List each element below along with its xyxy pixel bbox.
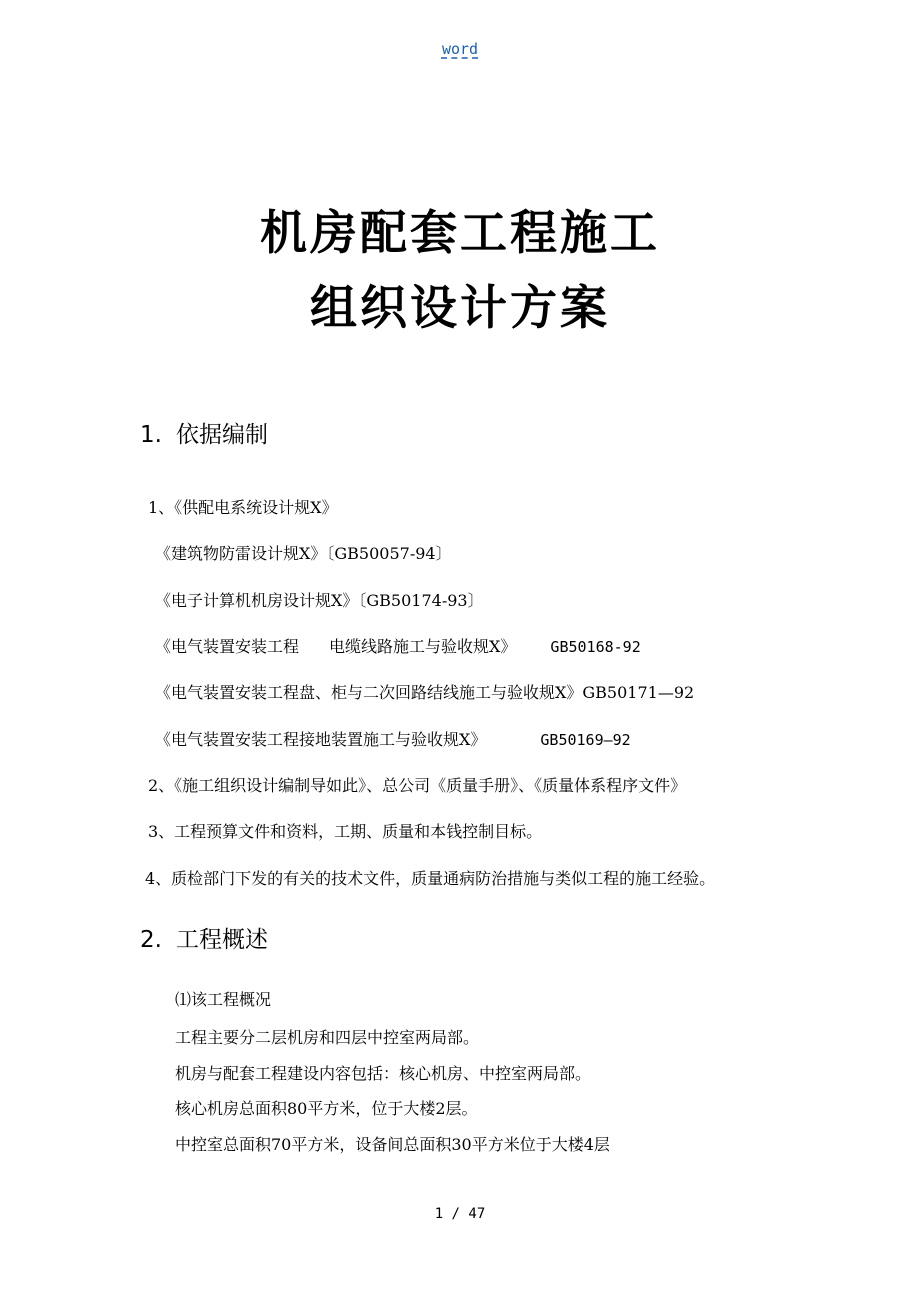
basis-item-3: 3、工程预算文件和资料，工期、质量和本钱控制目标。 <box>148 822 543 841</box>
page-number-indicator: 1 / 47 <box>434 1206 486 1222</box>
basis-item-4: 4、质检部门下发的有关的技术文件，质量通病防治措施与类似工程的施工经验。 <box>145 869 716 888</box>
basis-item-lightning-standard: 《建筑物防雷设计规X》〔GB50057-94〕 <box>155 544 452 563</box>
section-heading-basis <box>140 424 268 447</box>
standard-title: 《电气装置安装工程 <box>155 637 300 656</box>
document-title-line-1: 机房配套工程施工 <box>260 206 660 261</box>
standard-code: GB50168-92 <box>550 638 641 656</box>
basis-item-2: 2、《施工组织设计编制导如此》、总公司《质量手册》、《质量体系程序文件》 <box>148 776 687 795</box>
section-title: 依据编制 <box>175 422 268 448</box>
basis-item-1: 1、《供配电系统设计规X》 <box>148 498 338 517</box>
header-word-link[interactable]: word <box>441 40 479 58</box>
basis-item-cable-standard <box>155 639 641 655</box>
section-title: 工程概述 <box>175 927 268 953</box>
standard-code: GB50169—92 <box>540 731 631 749</box>
basis-item-grounding-standard <box>155 732 631 748</box>
standard-subtitle: 电缆线路施工与验收规X》 <box>329 637 517 656</box>
standard-title: 《电气装置安装工程接地装置施工与验收规X》 <box>155 730 487 749</box>
section-heading-overview <box>140 929 268 952</box>
document-title-line-2: 组织设计方案 <box>310 281 610 336</box>
overview-paragraph: 工程主要分二层机房和四层中控室两局部。 <box>175 1028 480 1047</box>
overview-paragraph: 中控室总面积70平方米，设备间总面积30平方米位于大楼4层 <box>175 1135 610 1154</box>
overview-paragraph: 机房与配套工程建设内容包括：核心机房、中控室两局部。 <box>175 1064 592 1083</box>
basis-item-panel-standard: 《电气装置安装工程盘、柜与二次回路结线施工与验收规X》GB50171—92 <box>155 683 695 702</box>
basis-item-computer-room-standard: 《电子计算机机房设计规X》〔GB50174-93〕 <box>155 591 484 610</box>
section-number: 1. <box>140 422 162 448</box>
overview-paragraph: 核心机房总面积80平方米，位于大楼2层。 <box>175 1099 478 1118</box>
section-number: 2. <box>140 927 162 953</box>
overview-subheading: ⑴该工程概况 <box>175 990 272 1009</box>
